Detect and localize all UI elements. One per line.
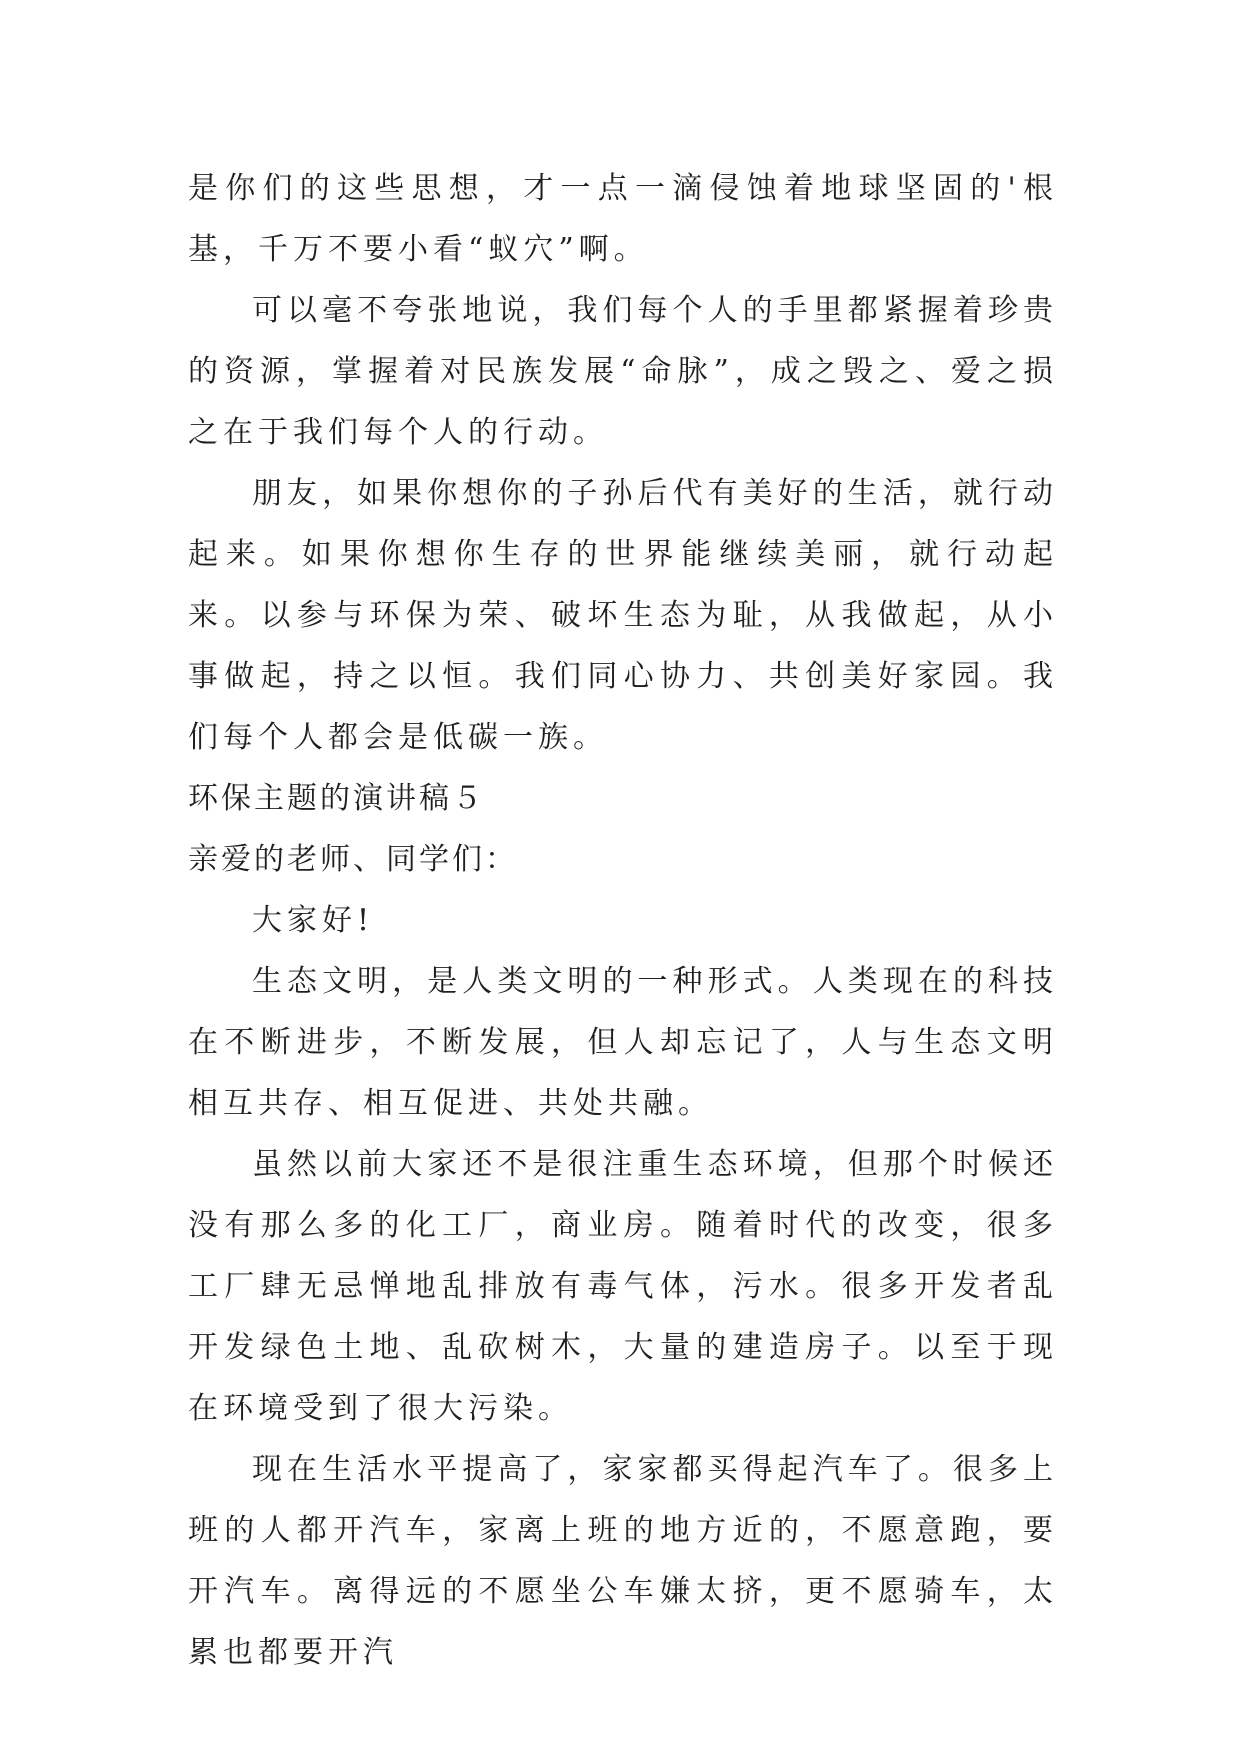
- paragraph-2: 可以毫不夸张地说，我们每个人的手里都紧握着珍贵的资源，掌握着对民族发展“命脉”，成之毁之、爱之损之在于我们每个人的行动。: [188, 293, 1058, 450]
- paragraph-5: 虽然以前大家还不是很注重生态环境，但那个时候还没有那么多的化工厂，商业房。随着时代的改变，很多工厂肆无忌惮地乱排放有毒气体，污水。很多开发者乱开发绿色土地、乱砍树木，大量的建造房子。以至于现在环境受到了很大污染。: [188, 1147, 1058, 1426]
- paragraph-4: 生态文明，是人类文明的一种形式。人类现在的科技在不断进步，不断发展，但人却忘记了，人与生态文明相互共存、相互促进、共处共融。: [188, 964, 1058, 1121]
- document-body: [188, 158, 1058, 1683]
- section-title: 环保主题的演讲稿５: [188, 781, 485, 816]
- greeting: 大家好!: [252, 903, 375, 938]
- paragraph-3: 朋友，如果你想你的子孙后代有美好的生活，就行动起来。如果你想你生存的世界能继续美丽，就行动起来。以参与环保为荣、破坏生态为耻，从我做起，从小事做起，持之以恒。我们同心协力、共创美好家园。我们每个人都会是低碳一族。: [188, 476, 1058, 755]
- paragraph-6: 现在生活水平提高了，家家都买得起汽车了。很多上班的人都开汽车，家离上班的地方近的，不愿意跑，要开汽车。离得远的不愿坐公车嫌太挤，更不愿骑车，太累也都要开汽: [188, 1452, 1058, 1670]
- salutation: 亲爱的老师、同学们：: [188, 842, 518, 877]
- paragraph-1: 是你们的这些思想，才一点一滴侵蚀着地球坚固的'根基，千万不要小看“蚁穴”啊。: [188, 171, 1058, 267]
